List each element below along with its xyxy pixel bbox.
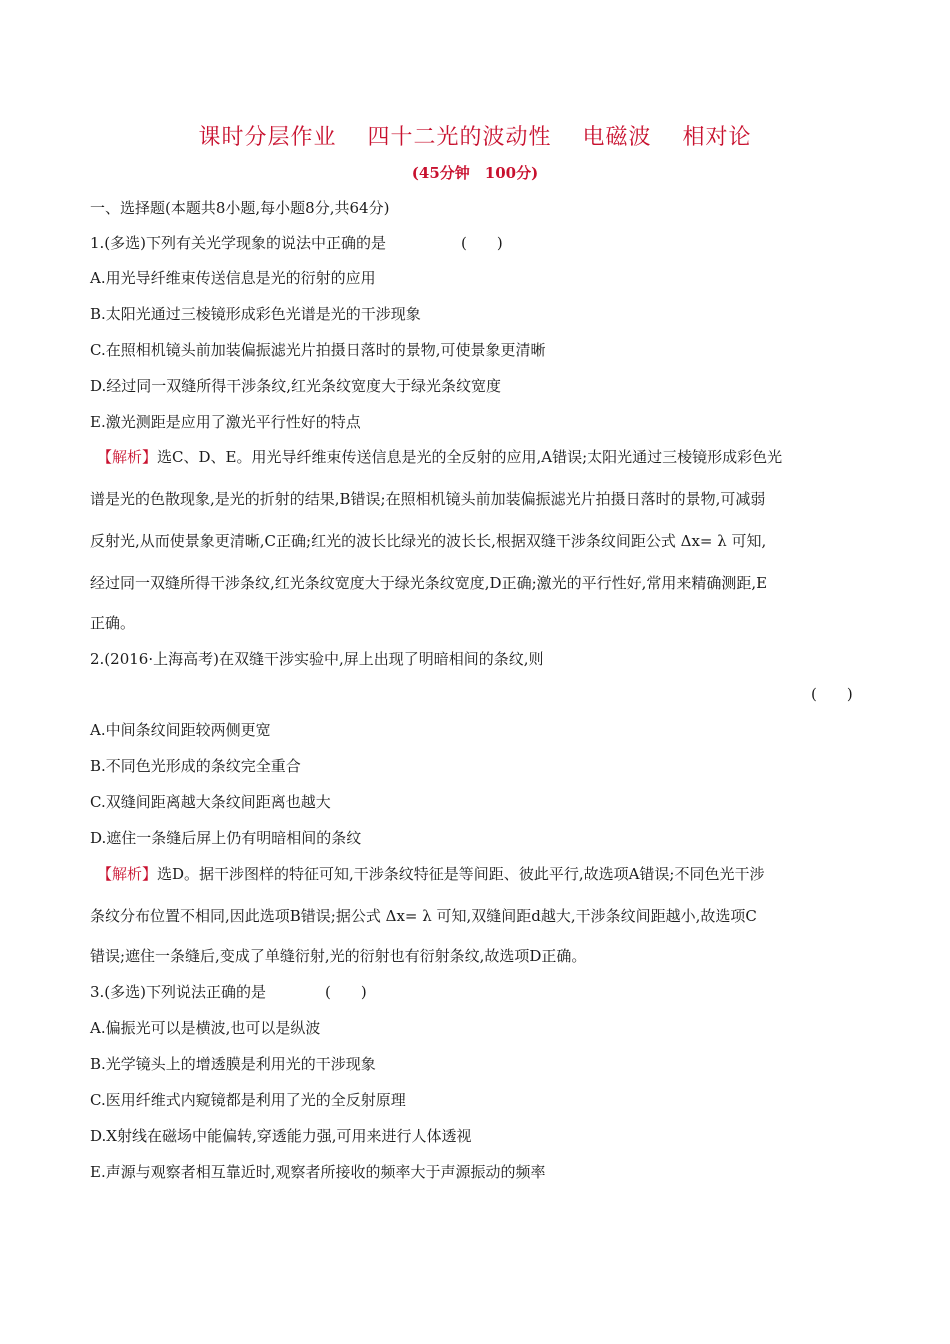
- analysis-line: 谱是光的色散现象,是光的折射的结果,B错误;在照相机镜头前加装偏振滤光片拍摄日落时的景物,可减弱: [90, 490, 766, 508]
- analysis-line: 反射光,从而使景象更清晰,C正确;红光的波长比绿光的波长长,根据双缝干涉条纹间距公式 Δx= λ 可知,: [90, 532, 767, 550]
- analysis-text: 选D。据干涉图样的特征可知,干涉条纹特征是等间距、彼此平行,故选项A错误;不同色光干涉: [157, 865, 765, 883]
- option-item: C.在照相机镜头前加装偏振滤光片拍摄日落时的景物,可使景象更清晰: [90, 341, 546, 359]
- option-item: B.光学镜头上的增透膜是利用光的干涉现象: [90, 1055, 376, 1073]
- option-item: B.不同色光形成的条纹完全重合: [90, 757, 301, 775]
- analysis-tag: 【解析】: [97, 448, 158, 466]
- section-heading: 一、选择题(本题共8小题,每小题8分,共64分): [90, 199, 390, 217]
- analysis-line: 错误;遮住一条缝后,变成了单缝衍射,光的衍射也有衍射条纹,故选项D正确。: [90, 947, 587, 965]
- analysis-line: [97, 864, 764, 884]
- option-item: A.偏振光可以是横波,也可以是纵波: [90, 1019, 321, 1037]
- option-item: A.用光导纤维束传送信息是光的衍射的应用: [90, 269, 376, 287]
- question-stem: 2.(2016·上海高考)在双缝干涉实验中,屏上出现了明暗相间的条纹,则: [90, 650, 544, 668]
- option-item: D.遮住一条缝后屏上仍有明暗相间的条纹: [90, 829, 362, 847]
- option-item: A.中间条纹间距较两侧更宽: [90, 721, 271, 739]
- option-item: D.经过同一双缝所得干涉条纹,红光条纹宽度大于绿光条纹宽度: [90, 377, 502, 395]
- option-item: C.医用纤维式内窥镜都是利用了光的全反射原理: [90, 1091, 406, 1109]
- option-item: D.X射线在磁场中能偏转,穿透能力强,可用来进行人体透视: [90, 1127, 472, 1145]
- page-title: [0, 120, 950, 151]
- title-part: 四十二光的波动性: [367, 125, 552, 150]
- analysis-text: 选C、D、E。用光导纤维束传送信息是光的全反射的应用,A错误;太阳光通过三棱镜形成彩色光: [157, 448, 783, 466]
- question-stem: 3.(多选)下列说法正确的是: [90, 983, 267, 1001]
- analysis-tag: 【解析】: [97, 865, 158, 883]
- title-part: 相对论: [682, 125, 752, 150]
- answer-bracket: ( ): [811, 685, 853, 703]
- option-item: E.激光测距是应用了激光平行性好的特点: [90, 413, 361, 431]
- analysis-line: 正确。: [90, 614, 136, 632]
- page-subtitle: (45分钟 100分): [411, 164, 539, 182]
- title-part: 课时分层作业: [198, 125, 337, 150]
- question-stem: 1.(多选)下列有关光学现象的说法中正确的是: [90, 234, 387, 252]
- title-part: 电磁波: [582, 125, 652, 150]
- option-item: E.声源与观察者相互靠近时,观察者所接收的频率大于声源振动的频率: [90, 1163, 546, 1181]
- answer-bracket: ( ): [325, 983, 367, 1001]
- option-item: B.太阳光通过三棱镜形成彩色光谱是光的干涉现象: [90, 305, 421, 323]
- answer-bracket: ( ): [461, 234, 503, 252]
- analysis-line: 条纹分布位置不相同,因此选项B错误;据公式 Δx= λ 可知,双缝间距d越大,干涉条纹间距越小,故选项C: [90, 907, 757, 925]
- analysis-line: [97, 447, 782, 467]
- analysis-line: 经过同一双缝所得干涉条纹,红光条纹宽度大于绿光条纹宽度,D正确;激光的平行性好,常用来精确测距,E: [90, 574, 768, 592]
- option-item: C.双缝间距离越大条纹间距离也越大: [90, 793, 331, 811]
